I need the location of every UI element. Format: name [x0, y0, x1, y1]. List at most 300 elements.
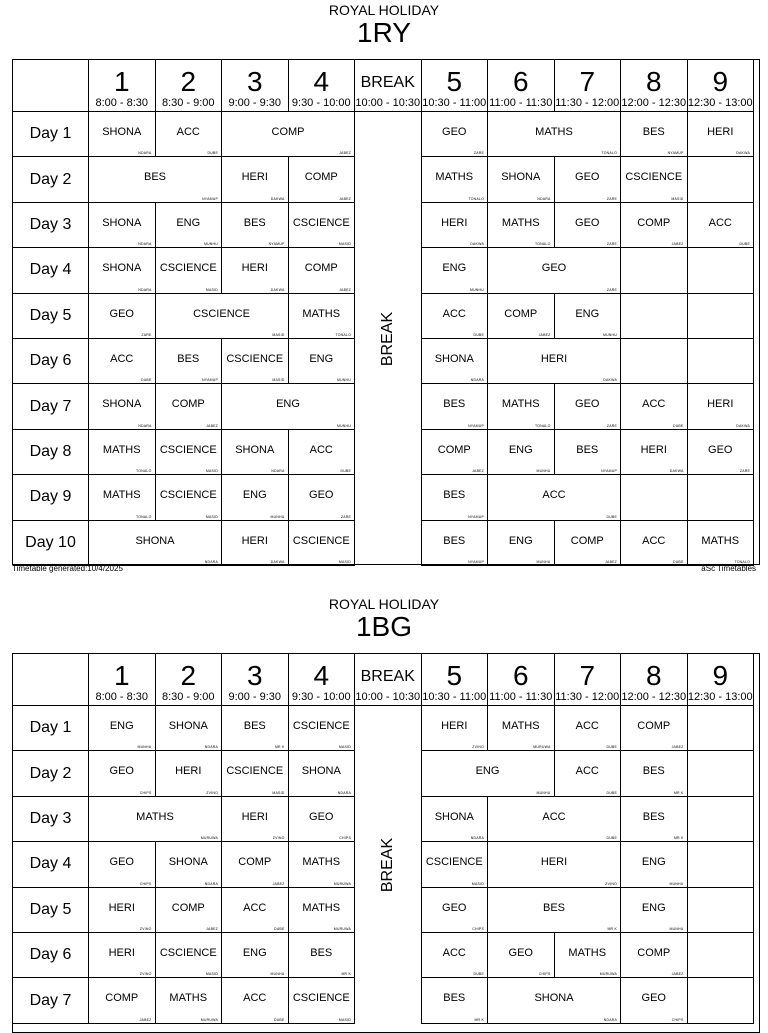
lesson-cell	[688, 751, 755, 796]
lesson-cell	[688, 797, 755, 842]
lesson-cell	[621, 521, 688, 566]
lesson-cell	[289, 978, 356, 1023]
lesson-subject: ENG	[508, 534, 533, 547]
lesson-cell	[621, 842, 688, 887]
lesson-teacher: MURUWA	[599, 972, 617, 977]
period-header-1	[89, 60, 156, 112]
lesson-subject: SHONA	[102, 126, 142, 138]
lesson-subject: BES	[542, 901, 565, 914]
lesson-cell	[422, 842, 489, 887]
header-corner	[13, 654, 89, 706]
period-number: 4	[313, 66, 330, 97]
lesson-subject: ENG	[242, 947, 267, 959]
lesson-cell	[289, 339, 356, 384]
period-number: 1	[113, 66, 130, 97]
period-header-1	[89, 654, 156, 706]
lesson-cell	[488, 888, 621, 933]
period-time: 11:00 - 11:30	[489, 97, 553, 109]
day-label: Day 10	[13, 521, 89, 566]
lesson-cell	[621, 933, 688, 978]
lesson-subject: BES	[143, 171, 166, 184]
lesson-teacher: DUBE	[473, 972, 484, 977]
lesson-teacher: ZARE	[606, 287, 617, 292]
lesson-cell	[89, 751, 156, 796]
lesson-subject: CSCIENCE	[226, 353, 284, 365]
lesson-teacher: DUBE	[672, 559, 684, 564]
lesson-cell	[222, 521, 289, 566]
day-label: Day 1	[13, 706, 89, 751]
footer-generated: Timetable generated:10/4/2025	[12, 564, 123, 573]
period-time: 12:00 - 12:30	[621, 691, 687, 703]
lesson-cell	[89, 248, 156, 293]
lesson-subject: BES	[443, 489, 466, 502]
lesson-subject: COMP	[437, 443, 471, 456]
lesson-subject: MATHS	[568, 947, 607, 959]
lesson-cell	[156, 751, 223, 796]
lesson-teacher: JABEZ	[538, 332, 551, 337]
lesson-teacher: MUNHU	[536, 559, 551, 564]
lesson-subject: GEO	[442, 126, 467, 138]
period-number: 8	[645, 66, 662, 97]
period-header-4	[289, 654, 356, 706]
lesson-teacher: NYAMUP	[202, 378, 218, 383]
lesson-teacher: JABEZ	[206, 423, 218, 428]
timetable-grid-1bg	[12, 653, 760, 1033]
lesson-subject: HERI	[108, 947, 135, 959]
period-header-2	[156, 654, 223, 706]
period-number: 7	[579, 660, 596, 691]
lesson-subject: BES	[443, 992, 466, 1005]
period-number: 9	[712, 66, 729, 97]
lesson-subject: HERI	[540, 856, 568, 869]
lesson-subject: SHONA	[235, 443, 275, 456]
lesson-cell	[422, 339, 489, 384]
lesson-subject: BES	[642, 810, 665, 823]
lesson-subject: GEO	[109, 765, 134, 778]
lesson-teacher: MUNHU	[270, 972, 285, 977]
lesson-cell	[555, 157, 622, 202]
lesson-cell	[688, 248, 755, 293]
lesson-subject: ACC	[176, 126, 200, 138]
lesson-subject: ACC	[642, 534, 666, 547]
period-time: 8:30 - 9:00	[161, 97, 215, 109]
lesson-cell	[156, 203, 223, 248]
lesson-subject: ENG	[109, 720, 134, 732]
lesson-subject: ENG	[575, 307, 600, 320]
lesson-subject: HERI	[707, 398, 734, 411]
lesson-subject: ACC	[575, 765, 599, 778]
break-column	[355, 706, 422, 1024]
lesson-cell	[688, 521, 755, 566]
lesson-subject: CSCIENCE	[159, 443, 217, 456]
lesson-cell	[621, 475, 688, 520]
lesson-cell	[89, 203, 156, 248]
lesson-teacher: MR K	[474, 1017, 484, 1022]
lesson-cell	[488, 521, 555, 566]
lesson-cell	[688, 112, 755, 157]
lesson-subject: ACC	[309, 443, 333, 456]
lesson-teacher: DAKWA	[270, 287, 285, 292]
lesson-cell	[488, 339, 621, 384]
lesson-teacher: NDARA	[138, 287, 152, 292]
lesson-cell	[555, 203, 622, 248]
lesson-teacher: DUBE	[672, 423, 684, 428]
lesson-cell	[289, 203, 356, 248]
lesson-subject: BES	[576, 443, 599, 456]
lesson-teacher: MURUWA	[333, 926, 351, 931]
period-time: 12:00 - 12:30	[621, 97, 687, 109]
lesson-teacher: DUBE	[273, 1017, 285, 1022]
lesson-teacher: MUNHU	[536, 469, 551, 474]
lesson-cell	[156, 294, 289, 339]
lesson-teacher: DUBE	[140, 378, 152, 383]
lesson-cell	[488, 842, 621, 887]
lesson-teacher: MURUWA	[533, 745, 551, 750]
lesson-cell	[289, 430, 356, 475]
lesson-cell	[422, 430, 489, 475]
lesson-cell	[89, 384, 156, 429]
lesson-subject: GEO	[575, 171, 600, 184]
lesson-cell	[222, 112, 355, 157]
lesson-cell	[621, 157, 688, 202]
period-number: 2	[180, 660, 197, 691]
lesson-cell	[89, 706, 156, 751]
period-time: 8:00 - 8:30	[95, 691, 149, 703]
lesson-teacher: JABEZ	[339, 151, 351, 156]
lesson-cell	[688, 339, 755, 384]
period-number: 2	[180, 66, 197, 97]
lesson-teacher: DAKWA	[270, 559, 285, 564]
lesson-subject: ACC	[542, 489, 566, 502]
day-label: Day 2	[13, 157, 89, 202]
lesson-teacher: MASID	[272, 790, 285, 795]
lesson-cell	[488, 978, 621, 1023]
lesson-teacher: NYAMUP	[468, 559, 484, 564]
lesson-subject: COMP	[570, 534, 604, 547]
lesson-cell	[89, 978, 156, 1023]
lesson-subject: GEO	[575, 398, 600, 411]
lesson-subject: COMP	[171, 398, 205, 411]
lesson-subject: ACC	[243, 901, 267, 914]
lesson-teacher: MR K	[673, 836, 684, 841]
lesson-cell	[222, 933, 289, 978]
lesson-cell	[89, 933, 156, 978]
period-time: 10:30 - 11:00	[422, 691, 487, 703]
lesson-subject: SHONA	[168, 720, 208, 732]
lesson-teacher: MASID	[338, 242, 351, 247]
lesson-teacher: ZVINO	[472, 745, 484, 750]
lesson-teacher: MUNHU	[469, 287, 484, 292]
lesson-teacher: TONALO	[468, 196, 484, 201]
lesson-subject: COMP	[271, 126, 305, 138]
day-label: Day 7	[13, 384, 89, 429]
lesson-cell	[422, 751, 555, 796]
lesson-teacher: MASID	[671, 196, 684, 201]
lesson-cell	[222, 475, 289, 520]
lesson-subject: ACC	[110, 353, 134, 365]
lesson-subject: COMP	[504, 307, 538, 320]
lesson-cell	[688, 888, 755, 933]
lesson-teacher: NYAMUP	[601, 469, 617, 474]
lesson-cell	[422, 203, 489, 248]
lesson-teacher: MR K	[341, 972, 351, 977]
lesson-cell	[621, 706, 688, 751]
lesson-cell	[621, 203, 688, 248]
lesson-cell	[156, 339, 223, 384]
lesson-subject: ACC	[442, 307, 466, 320]
period-time: 12:30 - 13:00	[687, 97, 753, 109]
lesson-cell	[222, 430, 289, 475]
day-label: Day 3	[13, 203, 89, 248]
lesson-subject: MATHS	[136, 810, 174, 823]
lesson-cell	[89, 842, 156, 887]
lesson-subject: ENG	[176, 216, 201, 229]
day-label: Day 1	[13, 112, 89, 157]
lesson-subject: CSCIENCE	[159, 262, 217, 275]
period-header-7	[555, 60, 622, 112]
lesson-cell	[89, 112, 156, 157]
period-header-9	[688, 654, 755, 706]
lesson-cell	[422, 294, 489, 339]
lesson-cell	[488, 706, 555, 751]
lesson-teacher: ZARE	[340, 514, 351, 519]
lesson-teacher: NYAMUP	[468, 423, 484, 428]
lesson-cell	[555, 933, 622, 978]
break-header-label: BREAK	[360, 668, 415, 685]
lesson-teacher: JABEZ	[206, 926, 218, 931]
lesson-cell	[222, 339, 289, 384]
school-name: ROYAL HOLIDAY	[328, 596, 440, 612]
period-header-6	[488, 60, 555, 112]
lesson-teacher: ZARE	[739, 469, 750, 474]
lesson-teacher: ZARE	[606, 242, 617, 247]
period-header-3	[222, 654, 289, 706]
lesson-subject: CSCIENCE	[425, 856, 483, 869]
period-header-4	[289, 60, 356, 112]
lesson-subject: BES	[243, 720, 266, 732]
lesson-cell	[488, 248, 621, 293]
lesson-teacher: MUNHU	[137, 745, 152, 750]
lesson-teacher: DUBE	[340, 469, 351, 474]
period-number: 3	[246, 660, 263, 691]
lesson-teacher: NDARA	[470, 836, 484, 841]
lesson-subject: ENG	[442, 262, 467, 275]
lesson-cell	[89, 888, 156, 933]
lesson-subject: SHONA	[434, 810, 474, 823]
lesson-teacher: DUBE	[606, 514, 617, 519]
timetable-1bg	[0, 596, 768, 642]
lesson-teacher: TONALO	[534, 242, 551, 247]
lesson-subject: COMP	[304, 171, 338, 184]
lesson-cell	[488, 933, 555, 978]
lesson-subject: GEO	[708, 443, 733, 456]
lesson-subject: SHONA	[102, 398, 142, 411]
lesson-teacher: MUNHU	[602, 332, 617, 337]
lesson-cell	[688, 842, 755, 887]
lesson-cell	[222, 978, 289, 1023]
lesson-cell	[289, 888, 356, 933]
lesson-teacher: NDARA	[470, 378, 484, 383]
lesson-teacher: NDARA	[337, 790, 351, 795]
lesson-teacher: NYAMUP	[268, 242, 285, 247]
lesson-subject: HERI	[241, 534, 268, 547]
lesson-subject: COMP	[238, 856, 272, 869]
lesson-cell	[289, 797, 356, 842]
period-time: 8:30 - 9:00	[161, 691, 215, 703]
lesson-cell	[422, 248, 489, 293]
school-name: ROYAL HOLIDAY	[328, 2, 440, 18]
lesson-subject: MATHS	[435, 171, 474, 184]
lesson-teacher: CHIPS	[139, 790, 152, 795]
lesson-teacher: MURUWA	[333, 881, 351, 886]
lesson-subject: BES	[443, 534, 466, 547]
lesson-subject: SHONA	[102, 262, 142, 275]
lesson-cell	[688, 157, 755, 202]
timetable-grid-1ry	[12, 59, 760, 565]
lesson-subject: SHONA	[501, 171, 541, 184]
lesson-teacher: ZARE	[141, 332, 152, 337]
lesson-teacher: MASID	[272, 332, 285, 337]
lesson-cell	[156, 384, 223, 429]
lesson-cell	[422, 157, 489, 202]
day-label: Day 3	[13, 797, 89, 842]
lesson-cell	[488, 475, 621, 520]
lesson-subject: COMP	[304, 262, 338, 275]
lesson-teacher: DAKWA	[470, 242, 484, 247]
lesson-subject: ACC	[708, 216, 732, 229]
lesson-teacher: MUNHU	[336, 378, 351, 383]
lesson-teacher: DAKWA	[270, 196, 285, 201]
lesson-teacher: CHIPS	[538, 972, 551, 977]
period-number: 5	[446, 660, 463, 691]
lesson-cell	[555, 751, 622, 796]
period-header-3	[222, 60, 289, 112]
lesson-cell	[289, 294, 356, 339]
lesson-subject: COMP	[637, 720, 671, 732]
lesson-cell	[422, 521, 489, 566]
lesson-cell	[488, 203, 555, 248]
lesson-subject: CSCIENCE	[159, 489, 217, 502]
lesson-cell	[222, 751, 289, 796]
lesson-subject: SHONA	[168, 856, 208, 869]
day-label: Day 8	[13, 430, 89, 475]
lesson-subject: HERI	[707, 126, 734, 138]
lesson-teacher: ZARE	[606, 196, 617, 201]
lesson-cell	[688, 294, 755, 339]
day-label: Day 2	[13, 751, 89, 796]
lesson-subject: MATHS	[302, 901, 341, 914]
lesson-cell	[488, 112, 621, 157]
lesson-teacher: MASID	[205, 287, 218, 292]
lesson-cell	[688, 933, 755, 978]
lesson-cell	[156, 888, 223, 933]
lesson-teacher: JABEZ	[339, 287, 351, 292]
lesson-subject: ENG	[242, 489, 267, 502]
lesson-cell	[488, 157, 555, 202]
lesson-subject: HERI	[241, 810, 268, 823]
lesson-cell	[222, 888, 289, 933]
lesson-cell	[156, 430, 223, 475]
lesson-teacher: DUBE	[606, 790, 617, 795]
lesson-cell	[89, 475, 156, 520]
period-number: 9	[712, 660, 729, 691]
lesson-subject: GEO	[508, 947, 533, 959]
lesson-subject: CSCIENCE	[625, 171, 683, 184]
lesson-subject: MATHS	[302, 856, 341, 869]
lesson-cell	[688, 384, 755, 429]
lesson-cell	[289, 933, 356, 978]
class-title: 1BG	[355, 611, 413, 642]
lesson-cell	[422, 384, 489, 429]
lesson-subject: MATHS	[535, 126, 573, 138]
lesson-teacher: MASID	[471, 881, 484, 886]
lesson-teacher: NDARA	[138, 242, 152, 247]
lesson-teacher: MUNHU	[669, 926, 684, 931]
lesson-subject: ENG	[508, 443, 533, 456]
break-time: 10:00 - 10:30	[355, 691, 421, 703]
lesson-teacher: JABEZ	[671, 972, 684, 977]
lesson-cell	[688, 475, 755, 520]
lesson-subject: HERI	[640, 443, 667, 456]
period-number: 5	[446, 66, 463, 97]
lesson-teacher: ZARE	[606, 423, 617, 428]
lesson-teacher: DUBE	[273, 926, 285, 931]
day-label: Day 6	[13, 933, 89, 978]
period-time: 11:30 - 12:00	[555, 97, 620, 109]
period-number: 7	[579, 66, 596, 97]
lesson-cell	[156, 978, 223, 1023]
lesson-teacher: JABEZ	[272, 881, 285, 886]
lesson-subject: BES	[243, 216, 266, 229]
lesson-teacher: ZVINO	[139, 972, 152, 977]
lesson-subject: BES	[642, 126, 665, 138]
period-number: 1	[113, 660, 130, 691]
lesson-teacher: NDARA	[204, 559, 218, 564]
day-label: Day 6	[13, 339, 89, 384]
lesson-subject: CSCIENCE	[292, 992, 350, 1005]
lesson-teacher: TONALO	[534, 423, 551, 428]
lesson-subject: HERI	[441, 216, 468, 229]
lesson-subject: GEO	[309, 810, 334, 823]
break-time: 10:00 - 10:30	[355, 97, 421, 109]
lesson-cell	[89, 339, 156, 384]
lesson-subject: CSCIENCE	[292, 534, 350, 547]
lesson-subject: ENG	[475, 765, 500, 778]
period-time: 9:30 - 10:00	[291, 97, 351, 109]
period-time: 11:30 - 12:00	[555, 691, 620, 703]
lesson-cell	[488, 294, 555, 339]
lesson-subject: COMP	[637, 947, 671, 959]
lesson-subject: BES	[310, 947, 333, 959]
period-header-6	[488, 654, 555, 706]
lesson-subject: GEO	[541, 262, 567, 275]
lesson-cell	[89, 430, 156, 475]
lesson-cell	[422, 933, 489, 978]
lesson-subject: GEO	[442, 901, 467, 914]
day-label: Day 5	[13, 294, 89, 339]
lesson-teacher: NYAMUP	[202, 196, 218, 201]
lesson-cell	[422, 978, 489, 1023]
day-label: Day 5	[13, 888, 89, 933]
footer-software: aSc Timetables	[701, 564, 756, 573]
period-time: 8:00 - 8:30	[95, 97, 149, 109]
lesson-teacher: MASID	[205, 972, 218, 977]
period-number: 3	[246, 66, 263, 97]
break-header-label: BREAK	[360, 74, 415, 91]
lesson-subject: COMP	[637, 216, 671, 229]
lesson-cell	[488, 384, 555, 429]
period-header-7	[555, 654, 622, 706]
